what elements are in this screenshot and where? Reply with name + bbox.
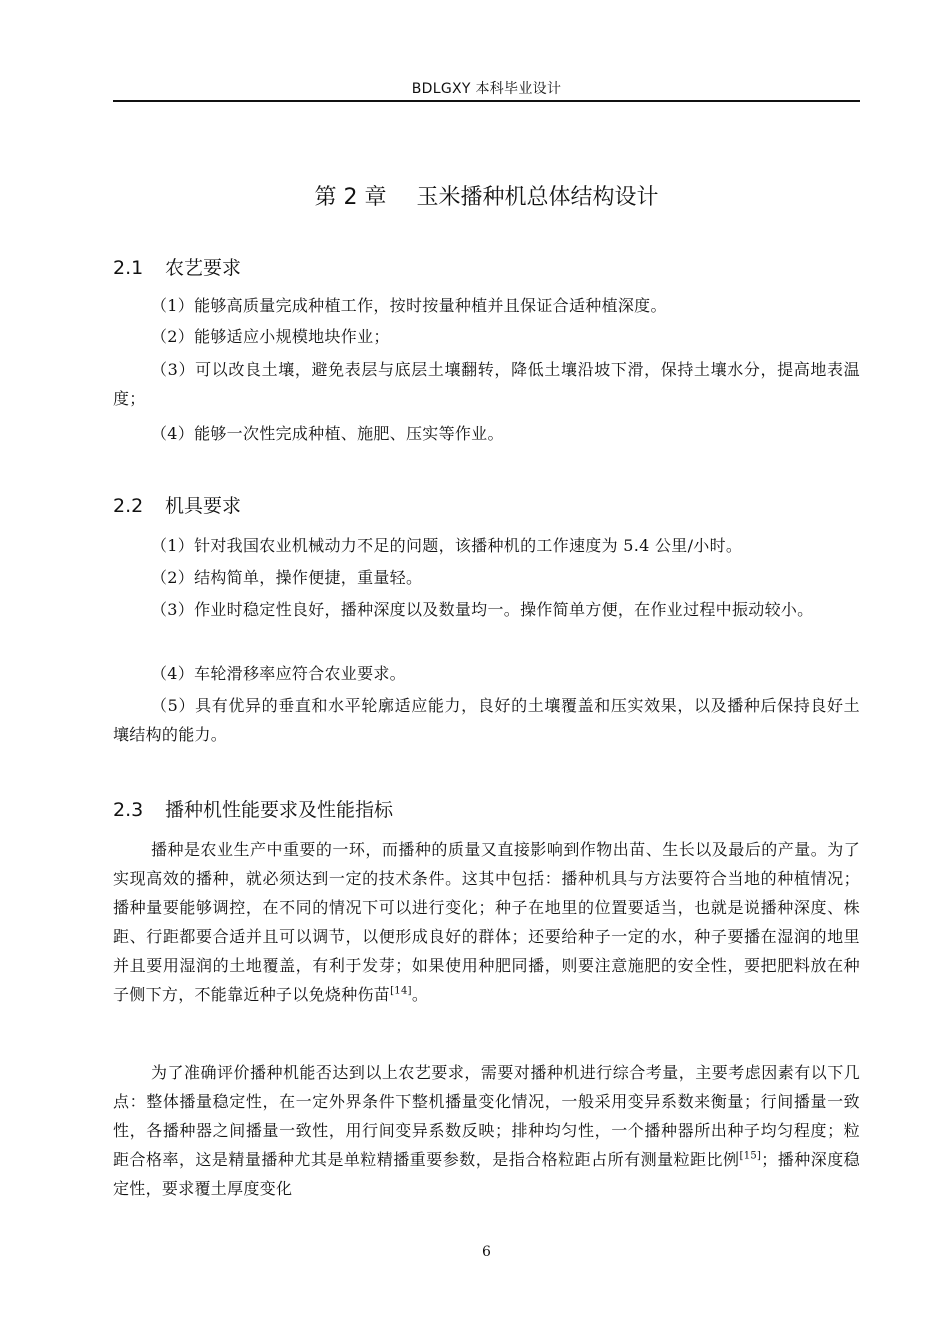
- list-item: （4）车轮滑移率应符合农业要求。: [151, 664, 406, 683]
- citation-ref: [15]: [739, 1150, 762, 1162]
- chapter-number: 第 2 章: [314, 185, 387, 210]
- list-item: （3）可以改良土壤，避免表层与底层土壤翻转，降低土壤沿坡下滑，保持土壤水分，提高地表温度；: [113, 360, 860, 408]
- chapter-title-text: 玉米播种机总体结构设计: [416, 185, 659, 210]
- running-header: BDLGXY 本科毕业设计: [411, 81, 562, 97]
- body-paragraph: [113, 835, 860, 1009]
- page-number: 6: [482, 1244, 491, 1260]
- section-number: 2.1: [113, 257, 144, 279]
- section-number: 2.3: [113, 799, 144, 821]
- section-heading-2-1: [113, 253, 860, 280]
- body-paragraph: [113, 1058, 860, 1203]
- chapter-title: [113, 180, 860, 211]
- section-heading-2-2: [113, 491, 860, 518]
- section-title: 机具要求: [165, 495, 242, 517]
- list-item: （5）具有优异的垂直和水平轮廓适应能力，良好的土壤覆盖和压实效果，以及播种后保持良好土壤结构的能力。: [113, 696, 860, 744]
- list-item: （2）结构简单，操作便捷，重量轻。: [151, 568, 423, 587]
- section-heading-2-3: [113, 795, 860, 822]
- list-item: （3）作业时稳定性良好，播种深度以及数量均一。操作简单方便，在作业过程中振动较小。: [151, 600, 814, 619]
- section-title: 农艺要求: [165, 257, 242, 279]
- list-item: （1）能够高质量完成种植工作，按时按量种植并且保证合适种植深度。: [151, 296, 667, 315]
- paragraph-text: 为了准确评价播种机能否达到以上农艺要求，需要对播种机进行综合考量，主要考虑因素有以下几点：整体播量稳定性，在一定外界条件下整机播量变化情况，一般采用变异系数来衡量；行间播量一致性，各播种器之间播量一致性，用行间变异系数反映；排种均匀性，一个播种器所出种子均匀程度；粒距合格率，这是精量播种尤其是单粒精播重要参数，是指合格粒距占所有测量粒距比例: [113, 1063, 860, 1169]
- section-number: 2.2: [113, 495, 144, 517]
- section-title: 播种机性能要求及性能指标: [165, 799, 394, 821]
- header-rule: [113, 100, 860, 102]
- list-item: （2）能够适应小规模地块作业；: [151, 327, 390, 346]
- citation-ref: [14]: [390, 985, 412, 997]
- paragraph-text: 播种是农业生产中重要的一环，而播种的质量又直接影响到作物出苗、生长以及最后的产量。为了实现高效的播种，就必须达到一定的技术条件。这其中包括：播种机具与方法要符合当地的种植情况；播种量要能够调控，在不同的情况下可以进行变化；种子在地里的位置要适当，也就是说播种深度、株距、行距都要合适并且可以调节，以便形成良好的群体；还要给种子一定的水，种子要播在湿润的地里并且要用湿润的土地覆盖，有利于发芽；如果使用种肥同播，则要注意施肥的安全性，要把肥料放在种子侧下方，不能靠近种子以免烧种伤苗: [113, 840, 860, 1004]
- paragraph-text-end: ；播种深度稳定性，要求覆土厚度变化: [113, 1150, 860, 1198]
- list-item: （4）能够一次性完成种植、施肥、压实等作业。: [151, 424, 504, 443]
- paragraph-text-end: 。: [411, 985, 429, 1004]
- list-item: （1）针对我国农业机械动力不足的问题，该播种机的工作速度为 5.4 公里/小时。: [151, 536, 743, 555]
